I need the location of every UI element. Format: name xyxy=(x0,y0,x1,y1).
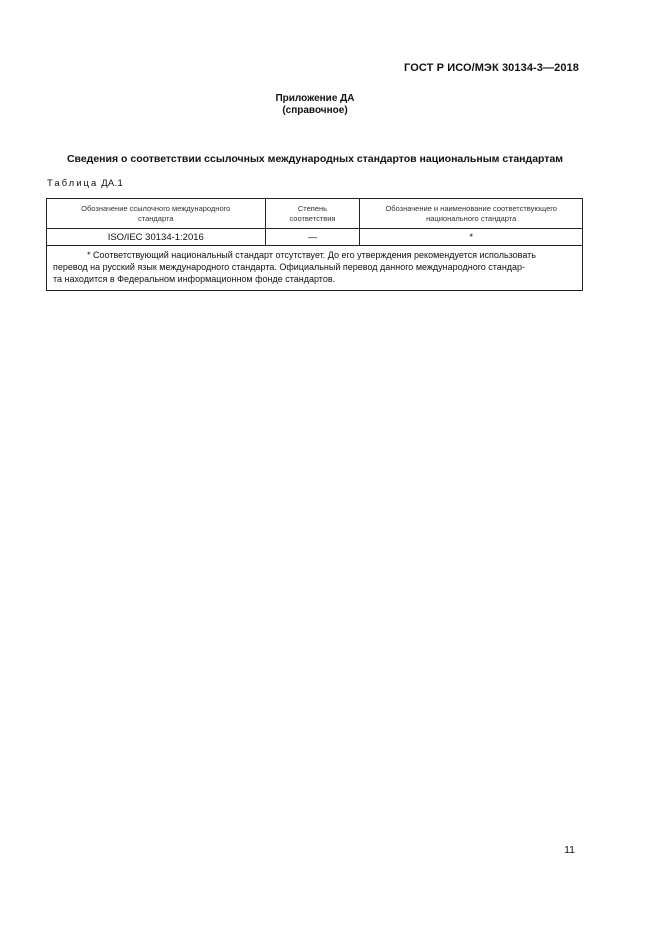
header-line: соответствия xyxy=(289,213,336,223)
table-label xyxy=(47,178,123,189)
annex-subtitle: (справочное) xyxy=(282,105,348,116)
header-cell-degree xyxy=(265,199,360,229)
table-label-number: ДА.1 xyxy=(101,178,124,189)
header-line: Обозначение ссылочного международного xyxy=(81,203,231,213)
header-cell-national-standard xyxy=(360,199,583,229)
footnote-line: * Соответствующий национальный стандарт отсутствует. До его утверждения рекомендуется использовать xyxy=(87,250,536,260)
table-cell-degree: — xyxy=(265,229,360,246)
table-cell-national: * xyxy=(360,229,583,246)
header-line: национального стандарта xyxy=(426,213,517,223)
table-row xyxy=(47,229,583,246)
header-cell-international-standard xyxy=(47,199,266,229)
table-cell-standard: ISO/IEC 30134-1:2016 xyxy=(47,229,266,246)
annex-title: Приложение ДА xyxy=(275,93,355,104)
table-label-word: Таблица xyxy=(47,178,99,189)
footnote-line: перевод на русский язык международного стандарта. Официальный перевод данного международного стандар- xyxy=(53,262,526,272)
header-line: Обозначение и наименование соответствующего xyxy=(385,203,557,213)
footnote-line: та находится в Федеральном информационном фонде стандартов. xyxy=(53,274,336,284)
header-line: Степень xyxy=(297,203,328,213)
page-number: 11 xyxy=(564,844,575,856)
correspondence-table xyxy=(46,198,583,291)
table-header-row xyxy=(47,199,583,229)
table-footnote xyxy=(47,246,583,291)
table-footnote-row xyxy=(47,246,583,291)
section-title: Сведения о соответствии ссылочных международных стандартов национальным стандартам xyxy=(66,153,564,165)
header-line: стандарта xyxy=(138,213,174,223)
document-code: ГОСТ Р ИСО/МЭК 30134-3—2018 xyxy=(404,62,579,74)
